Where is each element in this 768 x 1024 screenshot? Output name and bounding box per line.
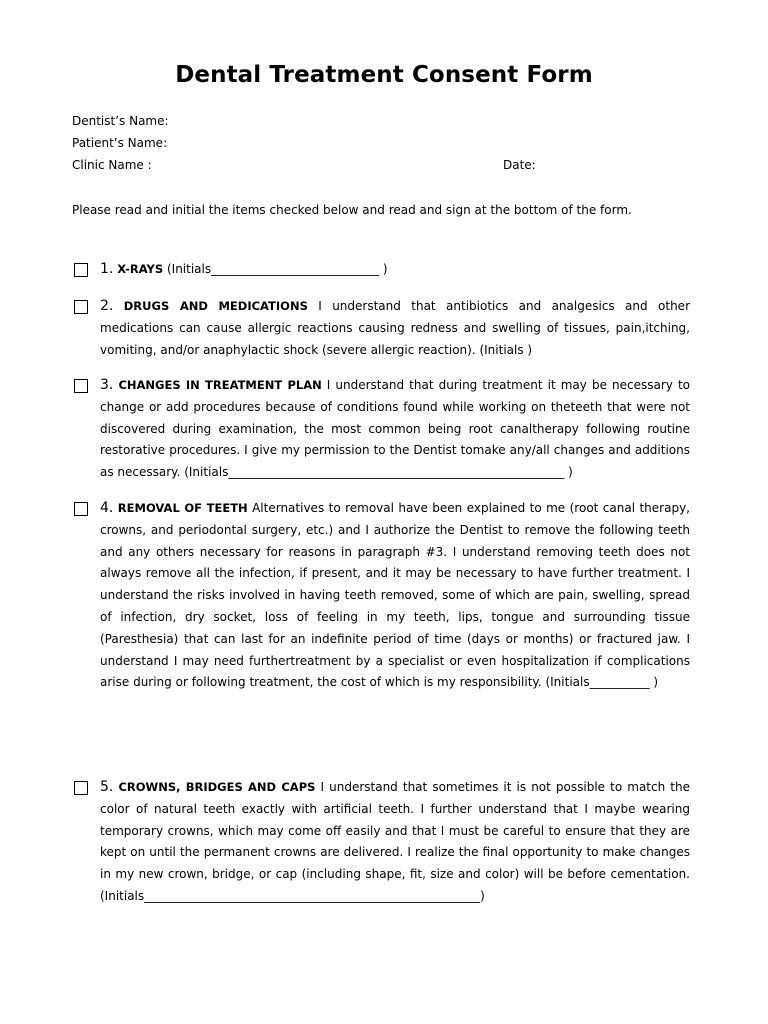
item-heading: CROWNS, BRIDGES AND CAPS [118, 780, 316, 794]
checkbox-item-2[interactable] [74, 300, 88, 314]
item-3-text [100, 375, 690, 484]
dentist-name-label: Dentist’s Name: [72, 114, 169, 128]
item-heading: REMOVAL OF TEETH [117, 501, 248, 515]
date-label: Date: [503, 158, 536, 172]
patient-name-label: Patient’s Name: [72, 136, 168, 150]
item-heading: DRUGS AND MEDICATIONS [123, 299, 308, 313]
instructions-text: Please read and initial the items checked below and read and sign at the bottom of the form. [72, 203, 632, 217]
item-number: 2. [100, 298, 114, 314]
item-5-text [100, 777, 690, 908]
item-4-text [100, 498, 690, 694]
clinic-name-label: Clinic Name : [72, 158, 152, 172]
item-2-text [100, 296, 690, 361]
item-1-text [100, 259, 690, 281]
item-body: I understand that sometimes it is not possible to match the color of natural teeth exactly with artificial teeth. I further understand that I maybe wearing temporary crowns, which may come off easily and that I must be careful to ensure that they are kept on until the permanent crowns are delivered. I realize the final opportunity to make changes in my new crown, bridge, or cap (including shape, fit, size and color) will be before cementation. (Initials________________________________________________________) [100, 780, 690, 903]
item-number: 1. [100, 261, 114, 277]
checkbox-item-4[interactable] [74, 502, 88, 516]
checkbox-item-5[interactable] [74, 781, 88, 795]
item-body: I understand that during treatment it may be necessary to change or add procedures because of conditions found while working on theteeth that were not discovered during examination, the most common being root canaltherapy following routine restorative procedures. I give my permission to the Dentist tomake any/all changes and additions as necessary. (Initials________________________________________________________ ) [100, 378, 690, 480]
checkbox-item-1[interactable] [74, 263, 88, 277]
form-title: Dental Treatment Consent Form [175, 62, 593, 88]
checkbox-item-3[interactable] [74, 379, 88, 393]
item-body: (Initials____________________________ ) [163, 262, 388, 276]
item-body: I understand that antibiotics and analgesics and other medications can cause allergic reactions causing redness and swelling of tissues, pain,itching, vomiting, and/or anaphylactic shock (severe allergic reaction). (Initials ) [100, 299, 691, 357]
item-body: Alternatives to removal have been explained to me (root canal therapy, crowns, and periodontal surgery, etc.) and I authorize the Dentist to remove the following teeth and any others necessary for reasons in paragraph #3. I understand removing teeth does not always remove all the infection, if present, and it may be necessary to have further treatment. I understand the risks involved in having teeth removed, some of which are pain, swelling, spread of infection, dry socket, loss of feeling in my teeth, lips, tongue and surrounding tissue (Paresthesia) that can last for an indefinite period of time (days or months) or fractured jaw. I understand I may need furthertreatment by a specialist or even hospitalization if complications arise during or following treatment, the cost of which is my responsibility. (Initials__________ ) [100, 501, 690, 690]
item-number: 5. [100, 779, 114, 795]
item-number: 4. [100, 500, 114, 516]
item-number: 3. [100, 377, 114, 393]
item-heading: CHANGES IN TREATMENT PLAN [118, 378, 322, 392]
item-heading: X-RAYS [117, 262, 164, 276]
